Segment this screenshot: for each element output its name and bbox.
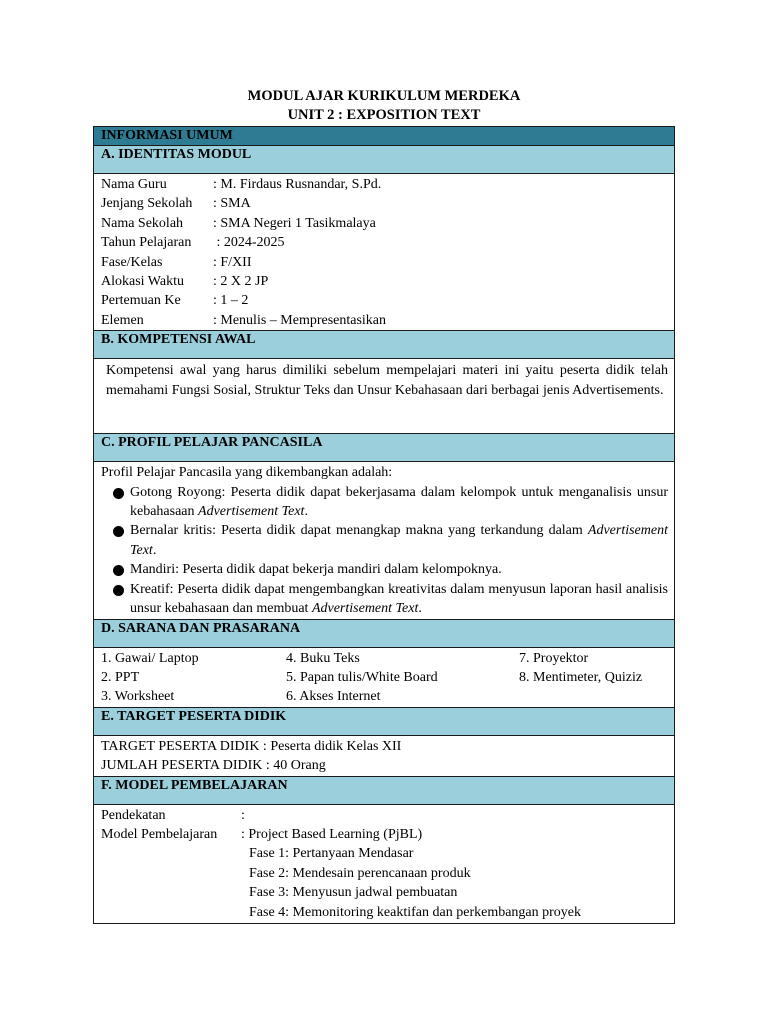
identitas-value: : SMA (213, 196, 251, 212)
sarana-item (519, 687, 669, 706)
jumlah-line: JUMLAH PESERTA DIDIK : 40 Orang (101, 758, 326, 774)
sarana-section (94, 647, 675, 707)
kompetensi-text: Kompetensi awal yang harus dimiliki sebelum mempelajari materi ini yaitu peserta didik telah memahami Fungsi Sosial, Struktur Teks dan Unsur Kebahasaan dari berbagai jenis Advertisements. (106, 363, 668, 399)
model-value: : Project Based Learning (PjBL) (241, 826, 423, 842)
sarana-grid (101, 649, 667, 707)
profil-item (101, 483, 668, 522)
identitas-value: : SMA Negeri 1 Tasikmalaya (213, 215, 376, 231)
sarana-heading: D. SARANA DAN PRASARANA (94, 619, 675, 647)
profil-item-tail: . (304, 504, 308, 520)
identitas-row (101, 194, 667, 213)
identitas-row (101, 311, 667, 330)
profil-item-tail: . (418, 601, 422, 617)
identitas-value: : 2 X 2 JP (213, 274, 269, 290)
model-heading: F. MODEL PEMBELAJARAN (94, 776, 675, 804)
document-title: MODUL AJAR KURIKULUM MERDEKA (247, 88, 521, 104)
profil-item (101, 580, 668, 619)
profil-item-text: Mandiri: Peserta didik dapat bekerja mandiri dalam kelompoknya. (130, 562, 502, 578)
identitas-heading: A. IDENTITAS MODUL (94, 146, 675, 174)
identitas-label: Tahun Pelajaran (101, 235, 192, 251)
profil-item (101, 560, 668, 579)
profil-list (101, 483, 668, 619)
bullet-icon (113, 526, 124, 537)
identitas-section (94, 174, 675, 331)
identitas-rows (101, 175, 667, 330)
profil-item (101, 521, 668, 560)
fase-item: Fase 4: Memonitoring keaktifan dan perkembangan proyek (249, 904, 582, 920)
document-subtitle: UNIT 2 : EXPOSITION TEXT (287, 107, 481, 123)
identitas-row (101, 291, 667, 310)
profil-item-text: Kreatif: Peserta didik dapat mengembangkan kreativitas dalam menyusun laporan hasil analisis unsur kebahasaan dan membuat (130, 581, 668, 617)
identitas-label: Nama Guru (101, 177, 167, 192)
target-heading: E. TARGET PESERTA DIDIK (94, 707, 675, 735)
profil-item-tail: . (152, 542, 157, 558)
model-label: Model Pembelajaran (101, 826, 218, 842)
fase-item: Fase 2: Mendesain perencanaan produk (249, 865, 471, 881)
identitas-label: Jenjang Sekolah (101, 196, 193, 212)
sarana-item: 2. PPT (101, 669, 140, 685)
kompetensi-section (94, 359, 675, 434)
sarana-item: 3. Worksheet (101, 689, 175, 705)
identitas-row (101, 272, 667, 291)
identitas-label: Elemen (101, 312, 144, 328)
kompetensi-heading: B. KOMPETENSI AWAL (94, 331, 675, 359)
identitas-row (101, 214, 667, 233)
sarana-item: 4. Buku Teks (286, 650, 360, 666)
sarana-item: 6. Akses Internet (286, 689, 381, 705)
identitas-label: Nama Sekolah (101, 215, 184, 231)
identitas-value: : M. Firdaus Rusnandar, S.Pd. (213, 177, 382, 192)
bullet-icon (113, 488, 124, 499)
sarana-item: 7. Proyektor (519, 650, 589, 666)
fase-item: Fase 1: Pertanyaan Mendasar (249, 846, 414, 862)
informasi-umum-heading: INFORMASI UMUM (94, 127, 675, 146)
fase-list (101, 844, 667, 922)
profil-item-text: Bernalar kritis: Peserta didik dapat menangkap makna yang terkandung dalam (130, 523, 588, 539)
profil-heading: C. PROFIL PELAJAR PANCASILA (94, 434, 675, 462)
bullet-icon (113, 565, 124, 576)
profil-section (94, 462, 675, 619)
fase-item: Fase 3: Menyusun jadwal pembuatan (249, 885, 458, 901)
profil-item-emphasis: Advertisement Text (198, 504, 305, 520)
identitas-value: : F/XII (213, 254, 252, 270)
identitas-row (101, 175, 667, 194)
profil-item-emphasis: Advertisement Text (130, 523, 668, 558)
identitas-label: Alokasi Waktu (101, 274, 184, 290)
profil-item-text: Gotong Royong: Peserta didik dapat bekerjasama dalam kelompok untuk menganalisis unsur kebahasaan (130, 484, 668, 520)
identitas-row (101, 233, 667, 252)
identitas-label: Fase/Kelas (101, 254, 163, 270)
bullet-icon (113, 585, 124, 596)
identitas-value: : Menulis – Mempresentasikan (213, 312, 387, 328)
target-line: TARGET PESERTA DIDIK : Peserta didik Kelas XII (101, 738, 402, 754)
model-row (101, 825, 667, 844)
sarana-item: 5. Papan tulis/White Board (286, 669, 438, 685)
identitas-row (101, 253, 667, 272)
identitas-value: : 1 – 2 (213, 293, 249, 309)
module-table (93, 126, 675, 924)
model-section (94, 804, 675, 923)
target-section (94, 735, 675, 776)
pendekatan-value: : (241, 807, 245, 823)
pendekatan-row (101, 806, 667, 825)
sarana-item: 1. Gawai/ Laptop (101, 650, 199, 666)
identitas-value: : 2024-2025 (213, 235, 285, 251)
profil-intro: Profil Pelajar Pancasila yang dikembangkan adalah: (101, 465, 393, 481)
sarana-item: 8. Mentimeter, Quiziz (519, 669, 643, 685)
identitas-label: Pertemuan Ke (101, 293, 181, 309)
profil-item-emphasis: Advertisement Text (311, 601, 419, 617)
pendekatan-label: Pendekatan (101, 807, 166, 823)
